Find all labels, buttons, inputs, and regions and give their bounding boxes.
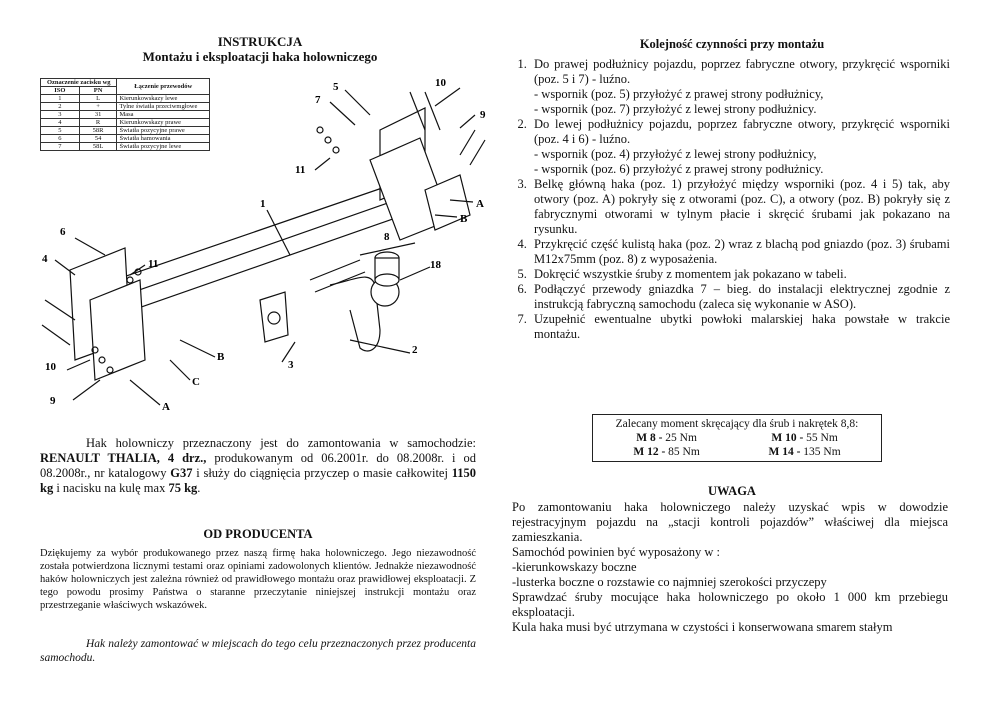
label-a-left: A (162, 401, 170, 413)
iso-cell: 1 (41, 95, 80, 103)
ball-load: 75 kg (168, 481, 198, 495)
desc-cell: Kierunkowskazy lewe (117, 95, 210, 103)
torque-row: M 8 - 25 Nm M 10 - 55 Nm (636, 432, 838, 444)
producer-heading: OD PRODUCENTA (203, 527, 313, 541)
warning-text: Po zamontowaniu haka holowniczego należy uzyskać wpis w dowodzie rejestracyjnym pojazdu na „stacji kontroli pojazdów” właściwej dla miejsca zamieszkania. Samochód powinien być wyposażony w : -kierunkowskazy boczne -lusterka boczne o rozstawie co najmniej szerokości przyczepy Sprawdzać śruby mocujące haka holowniczego po około 1 000 km przebiegu eksploatacji. Kula haka musi być utrzymana w czystości i konserwowana smarem stałym (512, 500, 948, 634)
desc-cell: Światła pozycyjne prawe (117, 127, 210, 135)
title-block (40, 34, 480, 64)
pn-cell: + (79, 103, 117, 111)
iso-cell: 2 (41, 103, 80, 111)
label-11-left: 11 (148, 258, 159, 270)
label-11-right: 11 (295, 164, 306, 176)
iso-cell: 3 (41, 111, 80, 119)
catalog-number: G37 (170, 466, 193, 480)
iso-cell: 6 (41, 135, 80, 143)
pn-cell: 58R (79, 127, 117, 135)
desc-cell: Tylne światła przeciwmgłowe (117, 103, 210, 111)
iso-cell: 7 (41, 143, 80, 151)
iso-cell: 4 (41, 119, 80, 127)
label-9-right: 9 (480, 109, 486, 121)
list-item: 6. Podłączyć przewody gniazdka 7 – bieg. do instalacji elektrycznej zgodnie z instrukcją fabryczną samochodu (zaleca się wykonanie w ASO). (530, 282, 950, 312)
label-6: 6 (60, 226, 66, 238)
pn-cell: R (79, 119, 117, 127)
label-1: 1 (260, 198, 266, 210)
label-9-left: 9 (50, 395, 56, 407)
label-3: 3 (288, 359, 294, 371)
torque-row: M 12 - 85 Nm M 14 - 135 Nm (633, 446, 841, 458)
label-10-left: 10 (45, 361, 56, 373)
label-2: 2 (412, 344, 418, 356)
wire-table-iso-header: ISO (41, 87, 80, 95)
torque-table (592, 414, 882, 462)
desc-cell: Kierunkowskazy prawe (117, 119, 210, 127)
label-4: 4 (42, 253, 48, 265)
assembly-steps (510, 57, 950, 342)
list-item: 4. Przykręcić część kulistą haka (poz. 2) wraz z blachą pod gniazdo (poz. 3) śrubami M12x75mm (poz. 8) z wyposażenia. (530, 237, 950, 267)
torque-title: Zalecany moment skręcający dla śrub i nakrętek 8,8: (615, 418, 859, 430)
label-5: 5 (333, 81, 339, 93)
doc-title: INSTRUKCJA (217, 34, 303, 49)
iso-cell: 5 (41, 127, 80, 135)
producer-italic-note: Hak należy zamontować w miejscach do tego celu przeznaczonych przez producenta samochodu. (40, 638, 476, 664)
label-c: C (192, 376, 200, 388)
label-b-right: B (460, 213, 468, 225)
list-item: 1. Do prawej podłużnicy pojazdu, poprzez fabryczne otwory, przykręcić wsporniki (poz. 5 i 7) - luźno. - wspornik (poz. 5) przyłożyć z prawej strony podłużnicy, - wspornik (poz. 7) przyłożyć z lewej strony podłużnicy. (530, 57, 950, 117)
label-10-right: 10 (435, 77, 446, 89)
towbar-assembly-diagram (30, 70, 500, 420)
label-18: 18 (430, 259, 441, 271)
desc-cell: Światła pozycyjne lewe (117, 143, 210, 151)
wire-table-desc-header: Łączenie przewodów (117, 79, 210, 95)
pn-cell: 58L (79, 143, 117, 151)
steps-heading: Kolejność czynności przy montażu (639, 37, 825, 51)
list-item: 5. Dokręcić wszystkie śruby z momentem jak pokazano w tabeli. (530, 267, 950, 282)
wire-table-pn-header: PN (79, 87, 117, 95)
wire-table-group-header: Oznaczenie zacisku wg (41, 79, 117, 87)
label-b-left: B (217, 351, 225, 363)
pn-cell: 54 (79, 135, 117, 143)
socket-plate (260, 292, 288, 342)
doc-subtitle: Montażu i eksploatacji haka holowniczego (142, 49, 378, 64)
pn-cell: 31 (79, 111, 117, 119)
label-8: 8 (384, 231, 390, 243)
producer-text: Dziękujemy za wybór produkowanego przez naszą firmę haka holowniczego. Jego niezawodność została potwierdzona licznymi testami oraz opiniami zadowolonych klientów. Jednakże niezawodność haków holowniczych jest zależna również od prawidłowego montażu oraz prawidłowej eksploatacji. Z tego powodu prosimy Państwa o staranne przeczytanie niniejszej instrukcji montażu oraz przestrzeganie właściwych wskazówek. (40, 548, 476, 611)
label-a-right: A (476, 198, 484, 210)
warning-heading: UWAGA (708, 484, 756, 498)
label-7: 7 (315, 94, 321, 106)
desc-cell: Masa (117, 111, 210, 119)
intro-paragraph: Hak holowniczy przeznaczony jest do zamontowania w samochodzie: RENAULT THALIA, 4 drz., produkowanym od 06.2001r. do 08.2008r. i od 08.2008r., nr katalogowy G37 i służy do ciągnięcia przyczep o masie całkowitej 1150 kg i nacisku na kulę max 75 kg. (40, 436, 476, 495)
list-item: 2. Do lewej podłużnicy pojazdu, poprzez fabryczne otwory, przykręcić wsporniki (poz. 4 i 6) - luźno. - wspornik (poz. 4) przyłożyć z lewej strony podłużnicy, - wspornik (poz. 6) przyłożyć z prawej strony podłużnicy. (530, 117, 950, 177)
list-item: 3. Belkę główną haka (poz. 1) przyłożyć między wsporniki (poz. 4 i 5) tak, aby otwory (poz. A) pokryły się z otworami (poz. C), a otwory (poz. B) pokryły się z fabrycznymi otworami w tylnym płacie i skręcić śrubami jak pokazano na rysunku. (530, 177, 950, 237)
car-model: RENAULT THALIA, 4 drz., (40, 451, 207, 465)
trailer-mass: 1150 kg (40, 466, 476, 495)
list-item: 7. Uzupełnić ewentualne ubytki powłoki malarskiej haka powstałe w trakcie montażu. (530, 312, 950, 342)
desc-cell: Światła hamowania (117, 135, 210, 143)
pn-cell: L (79, 95, 117, 103)
